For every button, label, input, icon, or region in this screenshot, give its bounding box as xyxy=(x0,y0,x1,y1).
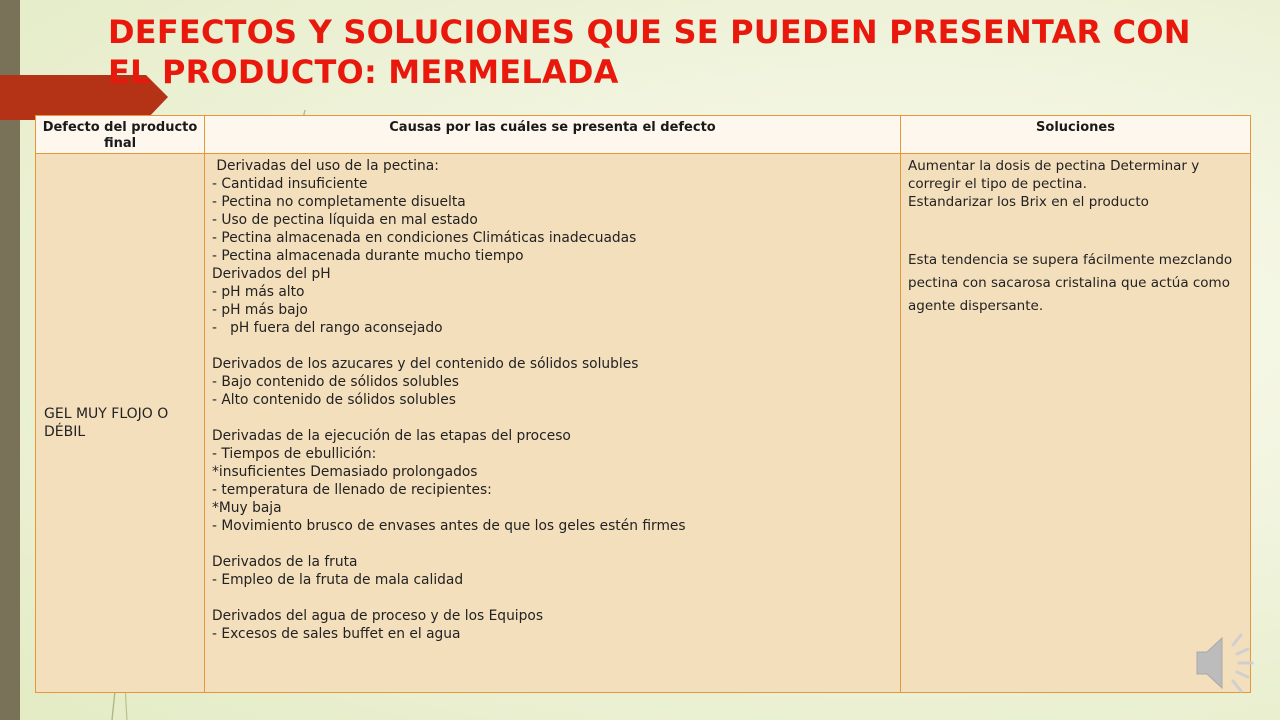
cause-line: - Alto contenido de sólidos solubles xyxy=(212,392,456,408)
cause-line: - pH más alto xyxy=(212,284,305,300)
cause-line: - Movimiento brusco de envases antes de que los geles estén firmes xyxy=(212,518,686,534)
cause-line: Derivados de la fruta xyxy=(212,554,358,570)
defects-table xyxy=(35,115,1251,693)
cause-line: - Tiempos de ebullición: xyxy=(212,446,377,462)
solutions-cell xyxy=(901,154,1251,693)
cause-line: - Excesos de sales buffet en el agua xyxy=(212,626,461,642)
cause-line: Derivadas del uso de la pectina: xyxy=(212,158,439,174)
cause-line: Derivadas de la ejecución de las etapas del proceso xyxy=(212,428,571,444)
cause-line: - Bajo contenido de sólidos solubles xyxy=(212,374,459,390)
cause-line: *insuficientes Demasiado prolongados xyxy=(212,464,478,480)
cause-line: - Cantidad insuficiente xyxy=(212,176,368,192)
cause-line xyxy=(212,589,894,607)
cause-line: - Empleo de la fruta de mala calidad xyxy=(212,572,464,588)
slide-title: DEFECTOS Y SOLUCIONES QUE SE PUEDEN PRESENTAR CON EL PRODUCTO: MERMELADA xyxy=(108,13,1191,91)
cause-line: Derivados del agua de proceso y de los Equipos xyxy=(212,608,544,624)
cause-line: *Muy baja xyxy=(212,500,282,516)
cause-line xyxy=(212,337,894,355)
cause-line: Derivados del pH xyxy=(212,266,331,282)
cause-line: - Pectina almacenada en condiciones Climáticas inadecuadas xyxy=(212,230,637,246)
cause-line: Derivados de los azucares y del contenido de sólidos solubles xyxy=(212,356,639,372)
defect-cell: GEL MUY FLOJO O DÉBIL xyxy=(36,154,205,693)
cause-line: - pH fuera del rango aconsejado xyxy=(212,320,443,336)
cause-line: - Pectina almacenada durante mucho tiempo xyxy=(212,248,524,264)
cause-line: - Uso de pectina líquida en mal estado xyxy=(212,212,478,228)
solution-text: Esta tendencia se supera fácilmente mezclando pectina con sacarosa cristalina que actúa como agente dispersante. xyxy=(908,252,1233,314)
header-causes: Causas por las cuáles se presenta el defecto xyxy=(205,116,901,154)
cause-line: - temperatura de llenado de recipientes: xyxy=(212,482,492,498)
table-header-row xyxy=(36,116,1251,154)
cause-line xyxy=(212,535,894,553)
table-row xyxy=(36,154,1251,693)
causes-cell xyxy=(205,154,901,693)
cause-line xyxy=(212,409,894,427)
cause-line: - Pectina no completamente disuelta xyxy=(212,194,466,210)
solution-text: Estandarizar los Brix en el producto xyxy=(908,194,1149,210)
speaker-icon[interactable] xyxy=(1195,632,1260,694)
solution-text: Aumentar la dosis de pectina Determinar y corregir el tipo de pectina. xyxy=(908,158,1200,192)
header-defect: Defecto del producto final xyxy=(36,116,205,154)
header-solutions: Soluciones xyxy=(901,116,1251,154)
cause-line: - pH más bajo xyxy=(212,302,308,318)
